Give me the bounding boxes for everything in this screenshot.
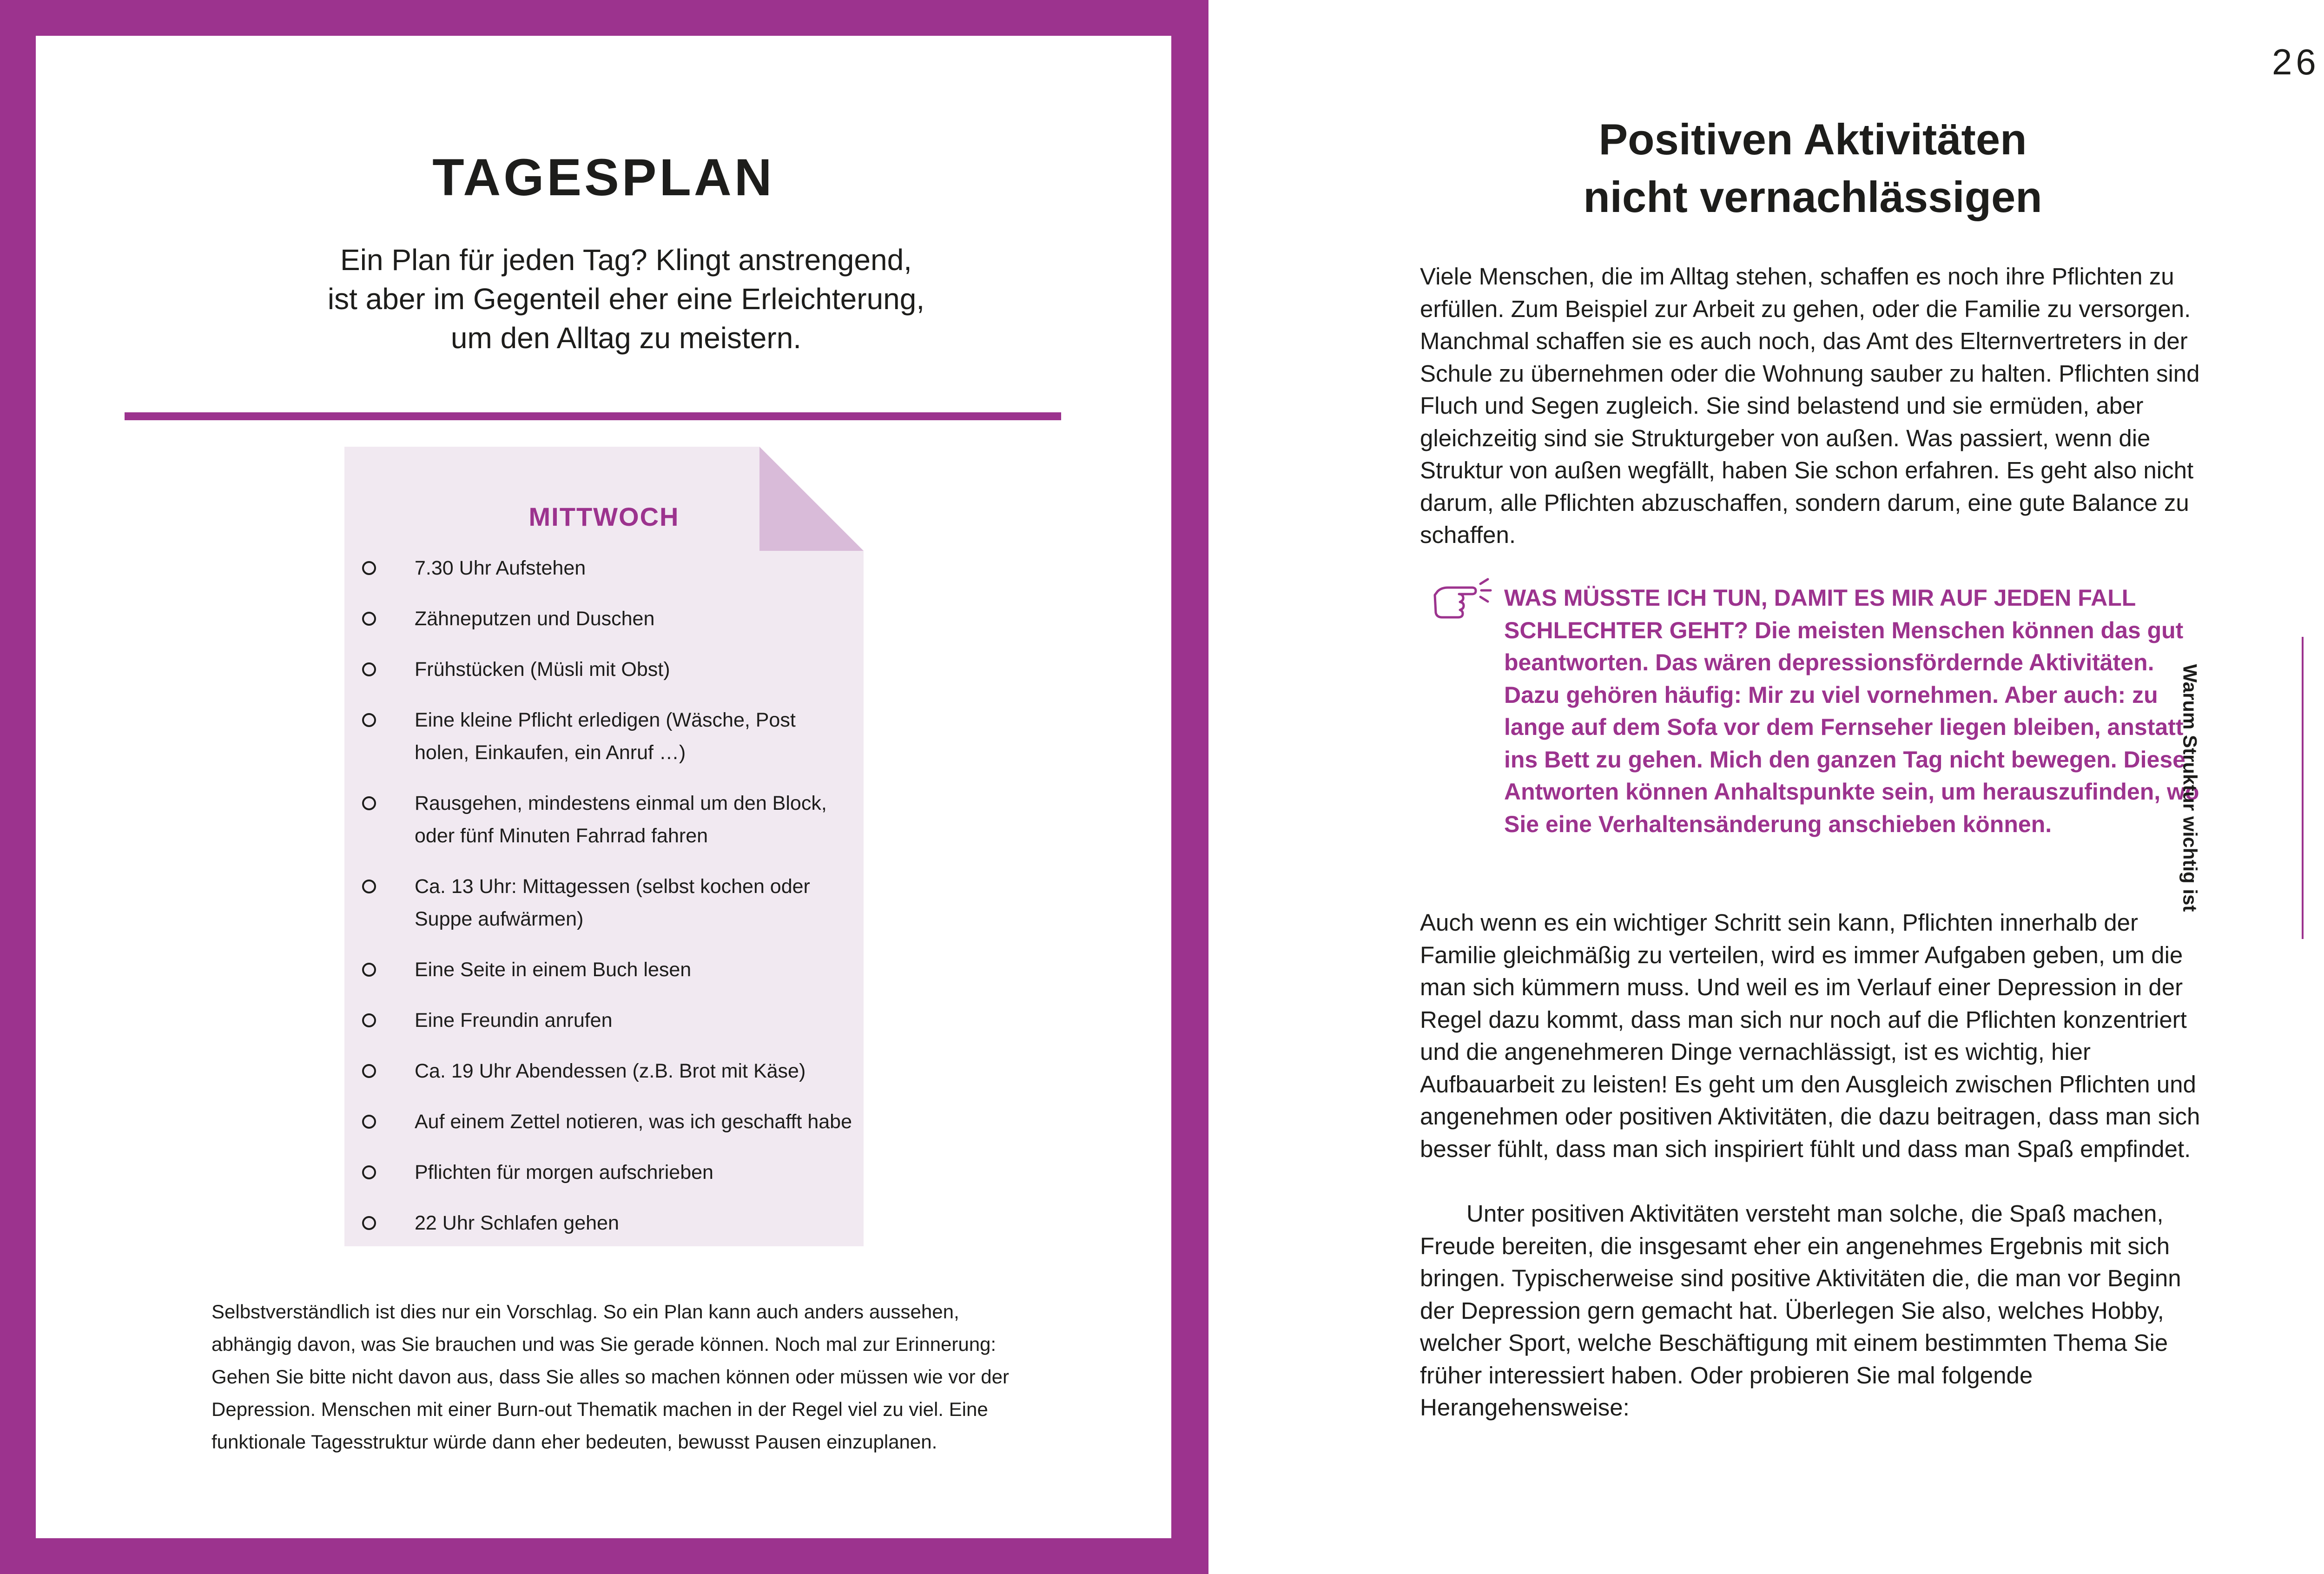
plan-checklist — [362, 552, 855, 1257]
plan-day-heading: MITTWOCH — [528, 502, 680, 531]
checkbox-circle-icon — [362, 1165, 376, 1179]
intro-line: um den Alltag zu meistern. — [450, 321, 802, 355]
checkbox-circle-icon — [362, 713, 376, 727]
checklist-item — [362, 1055, 855, 1087]
checklist-item-label: 7.30 Uhr Aufstehen — [415, 557, 586, 579]
page-fold-corner — [759, 447, 864, 551]
checklist-item — [362, 704, 855, 769]
checklist-item — [362, 1156, 855, 1189]
checklist-item — [362, 1105, 855, 1138]
checkbox-circle-icon — [362, 880, 376, 893]
intro-line: Ein Plan für jeden Tag? Klingt anstrengend, — [340, 243, 912, 277]
checklist-item-label: 22 Uhr Schlafen gehen — [415, 1212, 619, 1234]
page-number: 26 — [2272, 41, 2320, 82]
checklist-item — [362, 653, 855, 686]
plan-card — [344, 447, 864, 1246]
checklist-item — [362, 787, 855, 852]
section-title-line: nicht vernachlässigen — [1583, 172, 2042, 221]
checkbox-circle-icon — [362, 1115, 376, 1129]
checkbox-circle-icon — [362, 1064, 376, 1078]
checklist-item-label: Rausgehen, mindestens einmal um den Block, oder fünf Minuten Fahrrad fahren — [415, 792, 827, 847]
side-tab-rule — [2302, 637, 2304, 939]
checklist-item-label: Eine Freundin anrufen — [415, 1009, 613, 1032]
checkbox-circle-icon — [362, 963, 376, 977]
checklist-item — [362, 953, 855, 986]
side-tab-label: Warum Struktur wichtig ist — [2179, 664, 2201, 912]
checkbox-circle-icon — [362, 662, 376, 676]
checklist-item-label: Zähneputzen und Duschen — [415, 608, 655, 630]
checklist-item — [362, 602, 855, 635]
checklist-item-label: Eine Seite in einem Buch lesen — [415, 959, 692, 981]
page-title: TAGESPLAN — [432, 148, 775, 206]
body-paragraph: Viele Menschen, die im Alltag stehen, schaffen es noch ihre Pflichten zu erfüllen. Zum Beispiel zur Arbeit zu gehen, oder die Familie zu versorgen. Manchmal schaffen sie es auch noch, das Amt des Elternvertreters in der Schule zu übernehmen oder die Wohnung sauber zu halten. Pflichten sind Fluch und Segen zugleich. Sie sind belastend und sie ermüden, aber gleichzeitig sind sie Strukturgeber von außen. Was passiert, wenn die Struktur von außen wegfällt, haben Sie schon erfahren. Es geht also nicht darum, alle Pflichten abzuschaffen, sondern darum, eine gute Balance zu schaffen. — [1420, 263, 2200, 548]
callout-question: WAS MÜSSTE ICH TUN, DAMIT ES MIR AUF JEDEN FALL SCHLECHTER GEHT? — [1504, 585, 2136, 643]
pointing-hand-icon — [1429, 576, 1494, 623]
checklist-item — [362, 1004, 855, 1037]
checklist-item — [362, 1207, 855, 1239]
checklist-item-label: Auf einem Zettel notieren, was ich geschafft habe — [415, 1111, 852, 1133]
checklist-item-label: Frühstücken (Müsli mit Obst) — [415, 658, 670, 681]
callout-text — [1504, 582, 2211, 840]
checklist-item-label: Ca. 19 Uhr Abendessen (z.B. Brot mit Käse) — [415, 1060, 806, 1082]
checklist-item-label: Eine kleine Pflicht erledigen (Wäsche, Post holen, Einkaufen, ein Anruf …) — [415, 709, 796, 764]
checkbox-circle-icon — [362, 1013, 376, 1027]
body-paragraph: Unter positiven Aktivitäten versteht man solche, die Spaß machen, Freude bereiten, die insgesamt eher ein angenehmes Ergebnis mit sich bringen. Typischerweise sind positive Aktivitäten die, die man vor Beginn der Depression gern gemacht hat. Überlegen Sie also, welches Hobby, welcher Sport, welche Beschäftigung mit einem bestimmten Thema Sie früher interessiert haben. Oder probieren Sie mal folgende Herangehensweise: — [1420, 1200, 2181, 1421]
checklist-item-label: Pflichten für morgen aufschrieben — [415, 1161, 713, 1184]
chapter-side-tab — [2179, 637, 2317, 939]
checkbox-circle-icon — [362, 1216, 376, 1230]
callout-answer: Die meisten Menschen können das gut beantworten. Das wären depressionsfördernde Aktivitäten. Dazu gehören häufig: Mir zu viel vornehmen. Aber auch: zu lange auf dem Sofa vor dem Fernseher liegen bleiben, anstatt ins Bett zu gehen. Mich den ganzen Tag nicht bewegen. Diese Antworten können Anhaltspunkte sein, um herauszufinden, wo Sie eine Verhaltensänderung anschieben können. — [1504, 617, 2199, 837]
checkbox-circle-icon — [362, 796, 376, 810]
checklist-item — [362, 552, 855, 584]
checklist-item — [362, 870, 855, 935]
body-paragraph: Auch wenn es ein wichtiger Schritt sein kann, Pflichten innerhalb der Familie gleichmäßig zu verteilen, wird es immer Aufgaben geben, um die man sich kümmern muss. Und weil es im Verlauf einer Depression in der Regel dazu kommt, dass man sich nur noch auf die Pflichten konzentriert und die angenehmeren Dinge vernachlässigt, ist es wichtig, hier Aufbauarbeit zu leisten! Es geht um den Ausgleich zwischen Pflichten und angenehmen oder positiven Aktivitäten, die dazu beitragen, dass man sich besser fühlt, dass man sich inspiriert fühlt und dass man Spaß empfindet. — [1420, 909, 2200, 1162]
intro-text — [203, 240, 1049, 357]
divider — [125, 412, 1061, 420]
footer-paragraph: Selbstverständlich ist dies nur ein Vorschlag. So ein Plan kann auch anders aussehen, abhängig davon, was Sie brauchen und was Sie gerade können. Noch mal zur Erinnerung: Gehen Sie bitte nicht davon aus, dass Sie alles so machen können oder müssen wie vor der Depression. Menschen mit einer Burn-out Thematik machen in der Regel viel zu viel. Eine funktionale Tagesstruktur würde dann eher bedeuten, bewusst Pausen einzuplanen. — [211, 1301, 1009, 1453]
checkbox-circle-icon — [362, 612, 376, 626]
left-page — [36, 36, 1171, 1538]
section-title — [1385, 111, 2240, 226]
intro-line: ist aber im Gegenteil eher eine Erleichterung, — [327, 282, 925, 316]
checklist-item-label: Ca. 13 Uhr: Mittagessen (selbst kochen oder Suppe aufwärmen) — [415, 875, 810, 930]
checkbox-circle-icon — [362, 561, 376, 575]
section-title-line: Positiven Aktivitäten — [1598, 115, 2027, 164]
